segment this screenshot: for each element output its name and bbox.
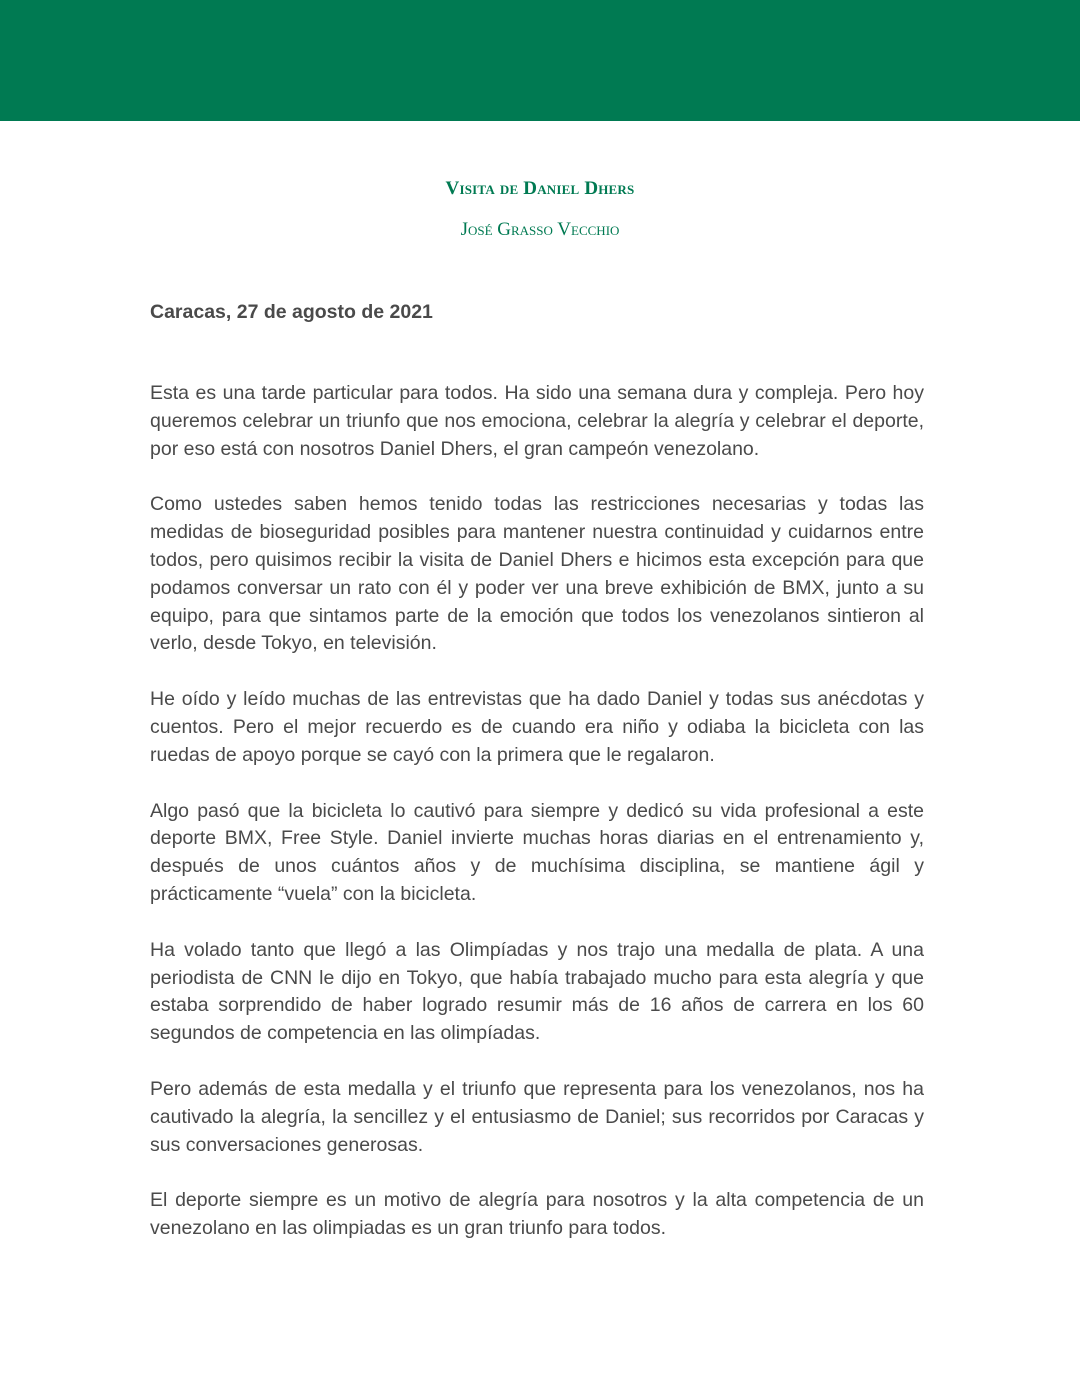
paragraph: El deporte siempre es un motivo de alegría para nosotros y la alta competencia de un venezolano en las olimpiadas es un gran triunfo para todos. bbox=[150, 1189, 924, 1240]
document-title: Visita de Daniel Dhers bbox=[445, 178, 635, 199]
paragraph: Algo pasó que la bicicleta lo cautivó para siempre y dedicó su vida profesional a este deporte BMX, Free Style. Daniel invierte muchas horas diarias en el entrenamiento y, después de unos cuántos años y de muchísima disciplina, se mantiene ágil y prácticamente “vuela” con la bicicleta. bbox=[150, 799, 924, 905]
header-band bbox=[0, 0, 1080, 121]
document-author: José Grasso Vecchio bbox=[460, 219, 620, 240]
paragraph: Pero además de esta medalla y el triunfo que representa para los venezolanos, nos ha cautivado la alegría, la sencillez y el entusiasmo de Daniel; sus recorridos por Caracas y sus conversaciones generosas. bbox=[150, 1077, 924, 1156]
paragraph: Ha volado tanto que llegó a las Olimpíadas y nos trajo una medalla de plata. A una periodista de CNN le dijo en Tokyo, que había trabajado mucho para esta alegría y que estaba sorprendido de haber logrado resumir más de 16 años de carrera en los 60 segundos de competencia en las olimpíadas. bbox=[150, 938, 924, 1045]
date-line: Caracas, 27 de agosto de 2021 bbox=[150, 301, 433, 323]
paragraph: He oído y leído muchas de las entrevistas que ha dado Daniel y todas sus anécdotas y cuentos. Pero el mejor recuerdo es de cuando era niño y odiaba la bicicleta con las ruedas de apoyo porque se cayó con la primera que le regalaron. bbox=[150, 688, 924, 766]
paragraph: Como ustedes saben hemos tenido todas las restricciones necesarias y todas las medidas de bioseguridad posibles para mantener nuestra continuidad y cuidarnos entre todos, pero quisimos recibir la visita de Daniel Dhers e hicimos esta excepción para que podamos conversar un rato con él y poder ver una breve exhibición de BMX, junto a su equipo, para que sintamos parte de la emoción que todos los venezolanos sintieron al verlo, desde Tokyo, en televisión. bbox=[150, 493, 924, 655]
paragraph: Esta es una tarde particular para todos. Ha sido una semana dura y compleja. Pero hoy queremos celebrar un triunfo que nos emociona, celebrar la alegría y celebrar el deporte, por eso está con nosotros Daniel Dhers, el gran campeón venezolano. bbox=[150, 382, 924, 460]
document-body bbox=[150, 380, 924, 1271]
title-block bbox=[0, 176, 1080, 243]
